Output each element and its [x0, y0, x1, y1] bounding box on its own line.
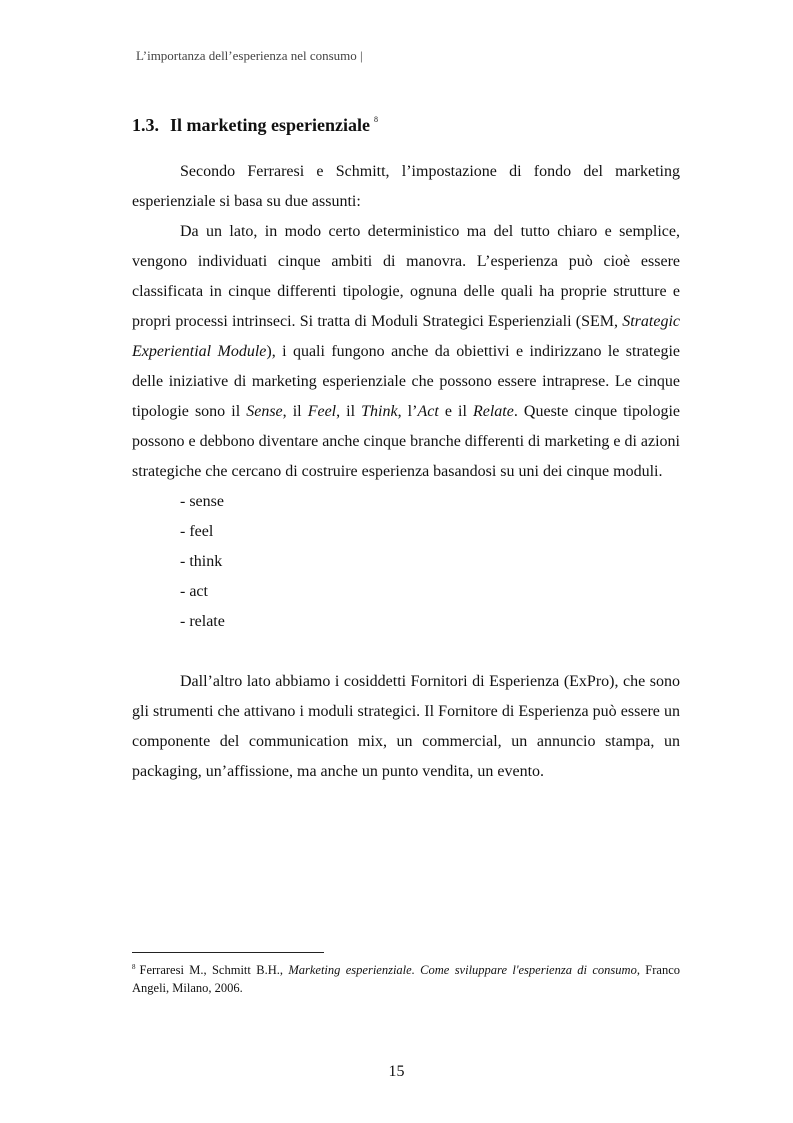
page-number: 15	[388, 1063, 405, 1080]
footnote: $^8$ Ferraresi M., Schmitt B.H., Marketing esperienziale. Come sviluppare l'esperienza di consumo, Franco Angeli, Milano, 2006.	[132, 963, 681, 995]
emphasis-think: Think	[361, 403, 398, 420]
list-item: - act	[180, 583, 208, 600]
emphasis-feel: Feel	[307, 403, 337, 420]
emphasis-sense: Sense	[246, 403, 283, 420]
footnote-book-title: Marketing esperienziale. Come sviluppare l'esperienza di consumo	[288, 963, 637, 977]
body-text	[132, 157, 680, 787]
list-item: - relate	[180, 613, 225, 630]
paragraph-intro: Secondo Ferraresi e Schmitt, l’impostazione di fondo del marketing esperienziale si basa su due assunti:	[132, 163, 680, 210]
running-header: L’importanza dell’esperienza nel consumo |	[136, 48, 363, 63]
emphasis-sem: Strategic Experiential Module	[132, 313, 680, 360]
paragraph-second-assumption: Dall’altro lato abbiamo i cosiddetti Fornitori di Esperienza (ExPro), che sono gli strumenti che attivano i moduli strategici. Il Fornitore di Esperienza può essere un componente del communication mix, un commercial, un annuncio stampa, un packaging, un’affissione, ma anche un punto vendita, un evento.	[132, 673, 680, 780]
footnote-reference: 8	[373, 115, 378, 124]
section-heading	[132, 115, 378, 136]
list-item: - sense	[180, 493, 224, 510]
section-title-text: Il marketing esperienziale	[170, 115, 370, 135]
emphasis-relate: Relate	[472, 403, 514, 420]
paragraph-first-assumption: Da un lato, in modo certo deterministico ma del tutto chiaro e semplice, vengono individuati cinque ambiti di manovra. L’esperienza può cioè essere classificata in cinque differenti tipologie, ognuna delle quali ha proprie strutture e propri processi intrinseci. Si tratta di Moduli Strategici Esperienziali (SEM, Strategic Experiential Module), i quali fungono anche da obiettivi e indirizzano le strategie delle iniziative di marketing esperienziale che possono essere intraprese. Le cinque tipologie sono il Sense, il Feel, il Think, l’Act e il Relate. Queste cinque tipologie possono e debbono diventare anche cinque branche differenti di marketing e di azioni strategiche che cercano di costruire esperienza basandosi su uni dei cinque moduli.	[132, 223, 681, 480]
list-item: - think	[180, 553, 223, 570]
emphasis-act: Act	[417, 403, 439, 420]
footnote-divider	[132, 952, 324, 953]
modules-list	[132, 487, 680, 637]
list-item: - feel	[180, 523, 214, 540]
section-number: 1.3.	[132, 115, 159, 135]
footnote-mark: 8	[132, 963, 136, 971]
